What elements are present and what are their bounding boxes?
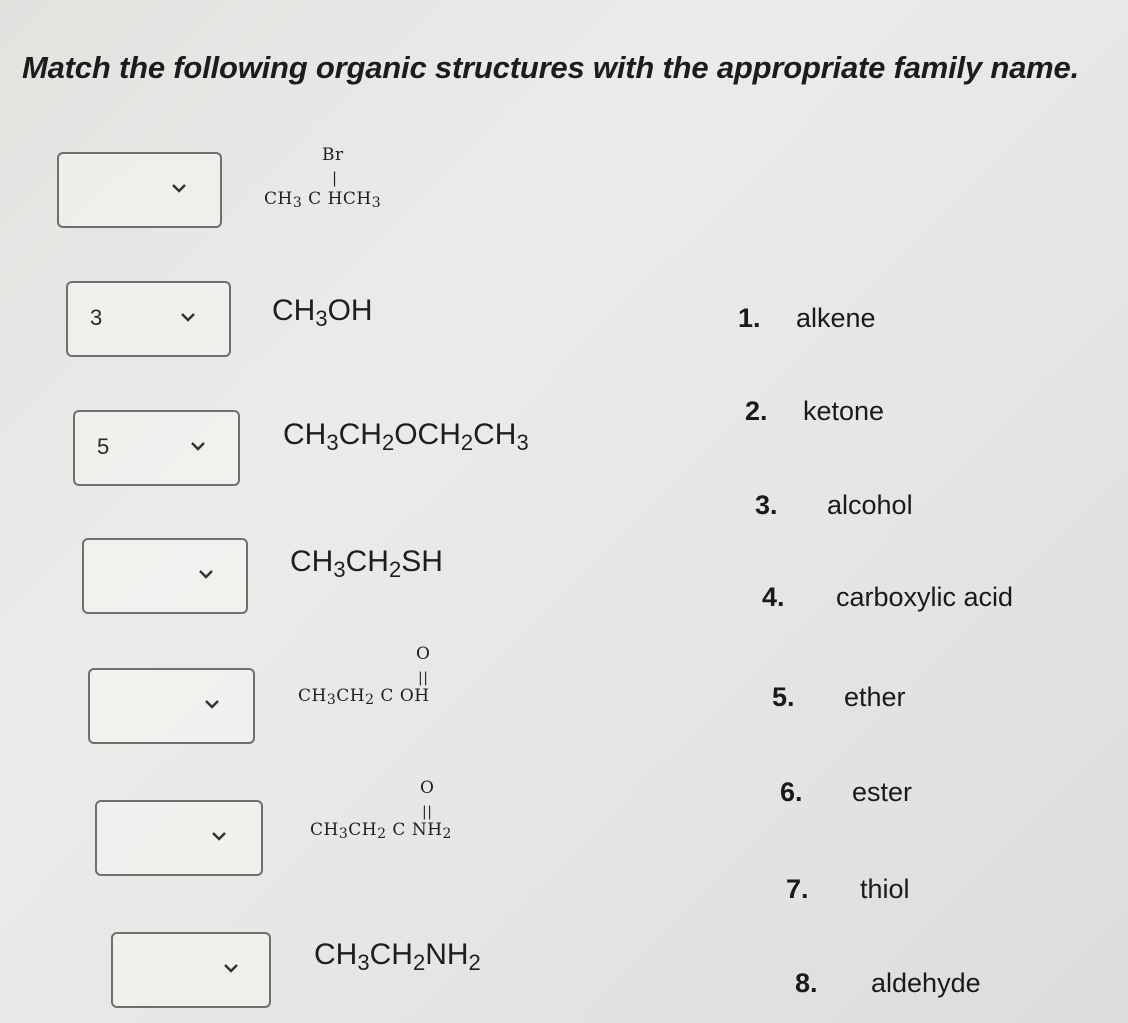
- option-label: ether: [844, 682, 906, 712]
- answer-dropdown-4[interactable]: [82, 538, 248, 614]
- chevron-down-icon: [190, 440, 206, 452]
- formula-main: $CH_3CH_2$ C $NH_2$: [310, 820, 452, 842]
- formula-3: $CH_3CH_2OCH_2CH_3$: [283, 418, 529, 455]
- answer-dropdown-6[interactable]: [95, 800, 263, 876]
- formula-4: $CH_3CH_2SH$: [290, 545, 443, 582]
- formula-bond: ||: [418, 670, 429, 686]
- option-label: aldehyde: [871, 968, 981, 998]
- formula-7: $CH_3CH_2NH_2$: [314, 938, 481, 975]
- option-number: 6.: [780, 777, 803, 807]
- option-4: [762, 582, 1013, 613]
- option-3: [755, 490, 913, 521]
- option-5: [772, 682, 906, 713]
- option-label: alkene: [796, 303, 876, 333]
- chevron-down-icon: [204, 698, 220, 710]
- option-number: 2.: [745, 396, 768, 426]
- page-title: Match the following organic structures with the appropriate family name.: [22, 50, 1079, 85]
- chevron-down-icon: [180, 311, 196, 323]
- option-label: thiol: [860, 874, 910, 904]
- formula-main: $CH_3CH_2$ C OH: [298, 686, 430, 708]
- chevron-down-icon: [171, 182, 187, 194]
- chevron-down-icon: [198, 568, 214, 580]
- formula-1: [264, 145, 381, 211]
- option-2: [745, 396, 884, 427]
- option-number: 4.: [762, 582, 785, 612]
- answer-dropdown-2[interactable]: [66, 281, 231, 357]
- formula-2: $CH_3OH$: [272, 294, 373, 331]
- option-label: ketone: [803, 396, 885, 426]
- dropdown-value: 5: [97, 434, 110, 459]
- option-number: 1.: [738, 303, 761, 333]
- option-number: 8.: [795, 968, 818, 998]
- option-label: alcohol: [827, 490, 913, 520]
- option-8: [795, 968, 981, 999]
- formula-bond: ||: [422, 804, 433, 820]
- option-1: [738, 303, 876, 334]
- answer-dropdown-3[interactable]: [73, 410, 240, 486]
- formula-main: $CH_3$ C $HCH_3$: [264, 189, 382, 211]
- formula-substituent: O: [416, 644, 431, 664]
- option-number: 7.: [786, 874, 809, 904]
- option-6: [780, 777, 912, 808]
- answer-dropdown-7[interactable]: [111, 932, 271, 1008]
- option-number: 5.: [772, 682, 795, 712]
- dropdown-value: 3: [90, 305, 103, 330]
- option-number: 3.: [755, 490, 778, 520]
- option-label: ester: [852, 777, 913, 807]
- answer-dropdown-1[interactable]: [57, 152, 222, 228]
- chevron-down-icon: [223, 962, 239, 974]
- formula-6: [310, 778, 452, 842]
- answer-dropdown-5[interactable]: [88, 668, 255, 744]
- chevron-down-icon: [211, 830, 227, 842]
- formula-substituent: O: [420, 778, 435, 798]
- option-7: [786, 874, 910, 905]
- formula-bond: |: [332, 169, 338, 187]
- formula-substituent: Br: [322, 145, 344, 165]
- formula-5: [298, 644, 430, 708]
- option-label: carboxylic acid: [836, 582, 1014, 612]
